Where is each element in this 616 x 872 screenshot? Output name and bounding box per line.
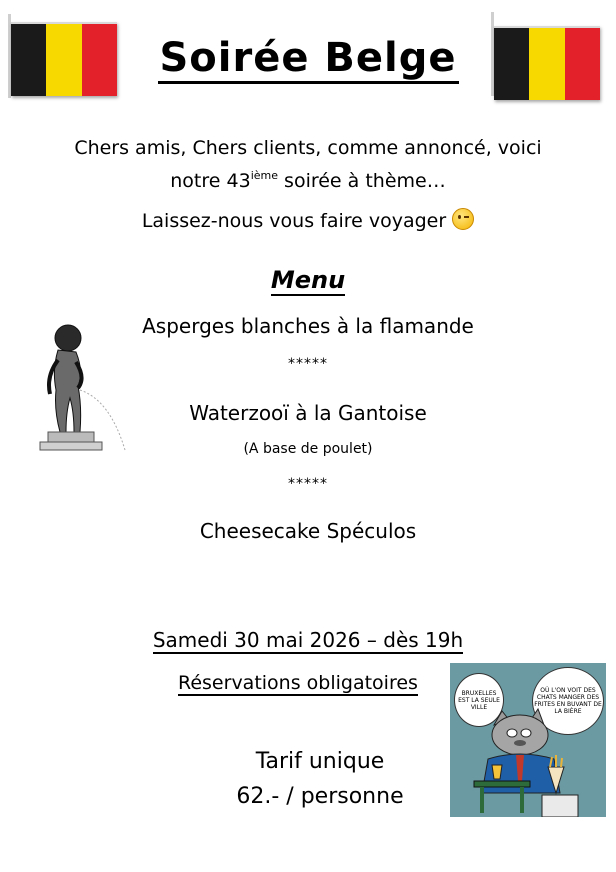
tagline-text: Laissez-nous vous faire voyager [141,210,447,232]
price-value: 62.- / personne [236,784,404,809]
manneken-pis-illustration [30,320,130,470]
cat-cartoon-panel [450,663,606,817]
tagline [0,208,616,232]
speech-bubble-left: BRUXELLES EST LA SEULE VILLE [454,673,504,727]
winking-smiley-icon [452,208,474,230]
speech-bubble-right: OÙ L'ON VOIT DES CHATS MANGER DES FRITES EN BUVANT DE LA BIÈRE [532,667,604,735]
intro-line-2-start: notre 43 [170,170,251,192]
menu-separator-1: ***** [288,356,328,372]
cat-drawing [450,663,606,817]
menu-heading-text: Menu [270,266,346,294]
menu-starter: Asperges blanches à la flamande [142,314,474,338]
menu-main: Waterzooï à la Gantoise [189,401,427,425]
intro-superscript: ième [250,169,278,182]
price-label: Tarif unique [255,749,385,774]
menu-dessert: Cheesecake Spéculos [199,519,417,543]
intro-line-2-end: soirée à thème… [278,170,446,192]
menu-separator-2: ***** [288,476,328,492]
menu-main-note: (A base de poulet) [243,441,373,457]
intro-line-1: Chers amis, Chers clients, comme annoncé, voici [74,137,542,159]
menu-heading [0,266,616,294]
page-title-text: Soirée Belge [158,35,459,84]
intro-line-2 [0,162,616,195]
reservation-notice [178,672,418,694]
event-date [0,628,616,652]
intro-text [0,135,616,195]
page-title [0,30,616,86]
event-date-text: Samedi 30 mai 2026 – dès 19h [152,628,464,652]
reservation-notice-text: Réservations obligatoires [178,672,418,694]
